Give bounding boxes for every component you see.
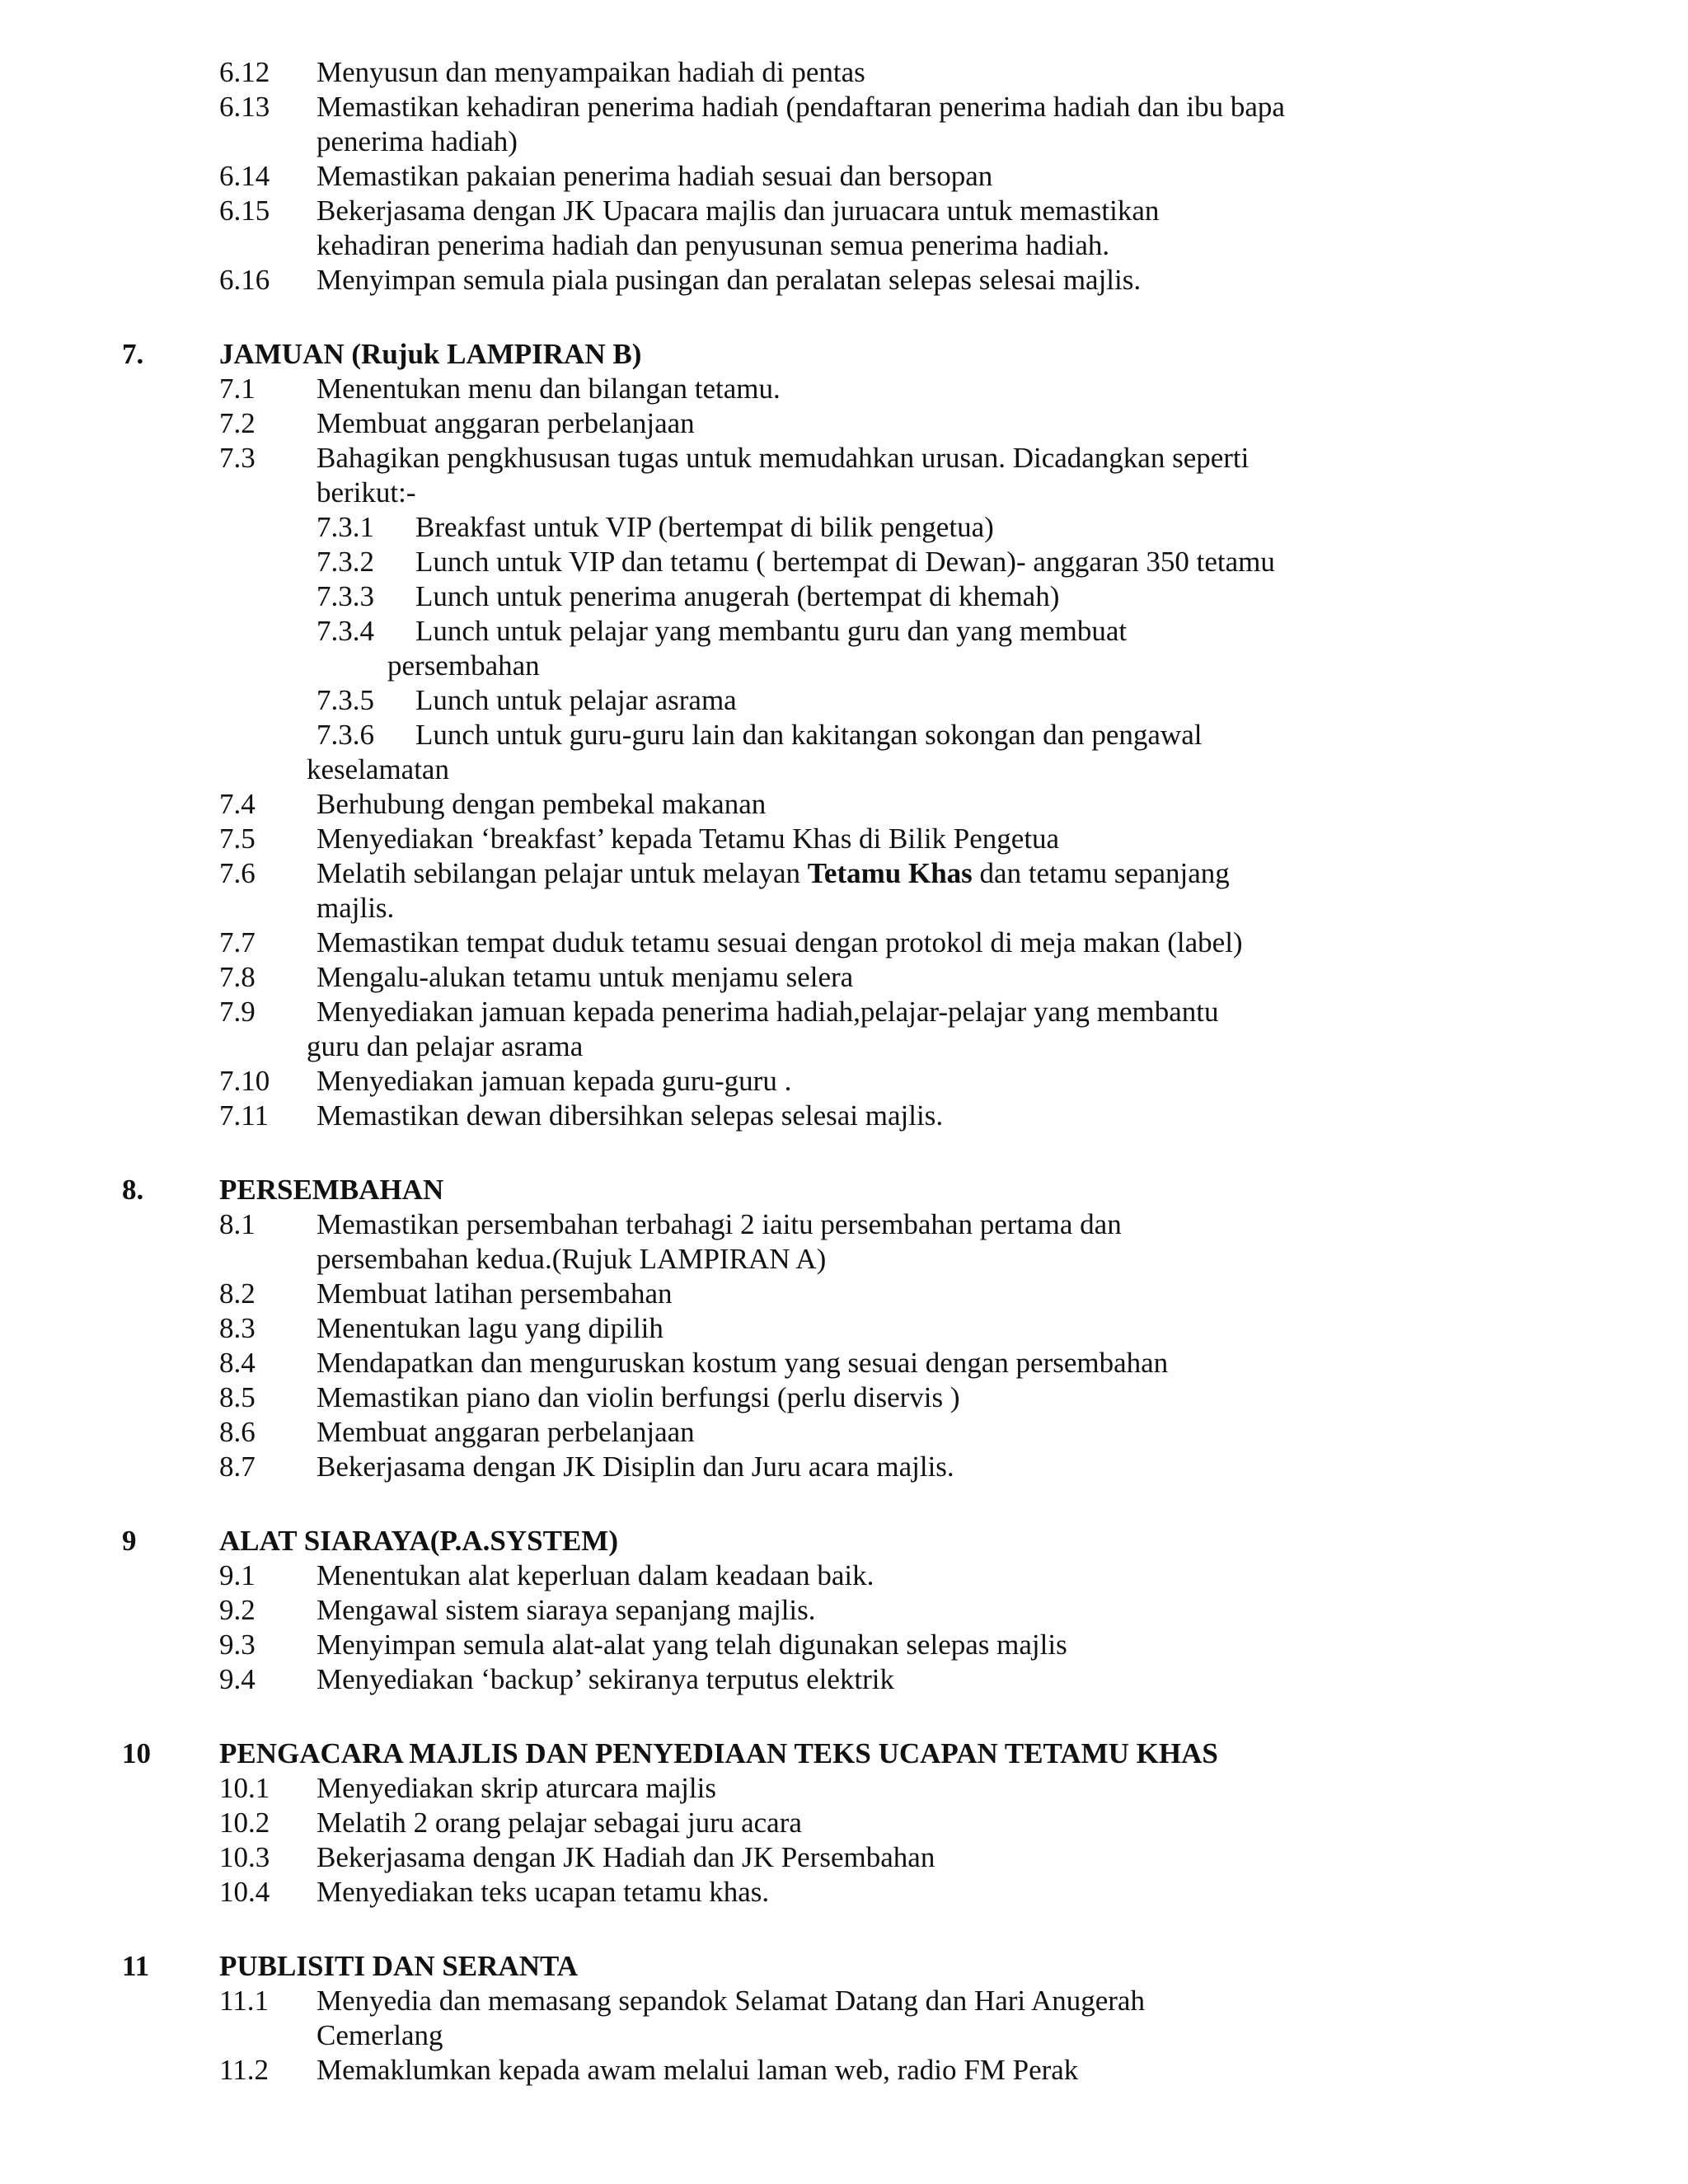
item-number: 6.15 [219,194,270,227]
item-number: 7.11 [219,1099,269,1132]
item-text-part: Berhubung dengan pembekal makanan [316,788,767,820]
item-number: 7.4 [219,788,256,820]
item-number: 7.9 [219,996,256,1028]
item-number: 9.1 [219,1559,256,1591]
item-text-part: Memastikan kehadiran penerima hadiah (pendaftaran penerima hadiah dan ibu bapa [316,91,1285,123]
item-number: 9.3 [219,1629,256,1661]
item-text [316,1277,673,1311]
item-text [316,1415,695,1450]
item-text [307,752,449,787]
item-number: 9.4 [219,1663,256,1695]
item-text-part: Menyediakan teks ucapan tetamu khas. [316,1876,770,1908]
item-text [316,1099,943,1133]
item-text [316,476,416,510]
item-text [316,406,695,441]
item-text [316,1064,791,1099]
item-text [316,441,1249,476]
item-text [387,649,540,683]
item-text [316,1875,769,1910]
item-number: 8.3 [219,1312,256,1344]
item-text-part: Menyediakan skrip aturcara majlis [316,1772,716,1804]
item-text [316,55,865,90]
item-number: 8.6 [219,1416,256,1448]
item-text-part: JAMUAN (Rujuk LAMPIRAN B) [219,338,642,370]
item-text [316,1806,802,1840]
item-text [316,263,1141,298]
item-number: 10.1 [219,1772,270,1804]
item-text-part: Membuat latihan persembahan [316,1277,673,1310]
item-text-part: ALAT SIARAYA(P.A.SYSTEM) [219,1525,618,1557]
item-text [316,822,1059,856]
item-number: 8.1 [219,1208,256,1240]
item-text-part: PENGACARA MAJLIS DAN PENYEDIAAN TEKS UCAPAN TETAMU KHAS [219,1737,1218,1769]
item-text-part: Memastikan dewan dibersihkan selepas selesai majlis. [316,1099,944,1132]
item-number: 7.3.6 [316,719,374,751]
item-text [316,856,1230,891]
item-text [316,1311,663,1346]
item-text-part: penerima hadiah) [316,125,518,157]
item-number: 7.3.2 [316,546,374,578]
section-number: 7. [122,338,144,370]
item-text-part: Bekerjasama dengan JK Disiplin dan Juru acara majlis. [316,1451,954,1483]
item-text [316,2018,443,2053]
item-text-emphasis: Tetamu Khas [807,857,973,889]
section-number: 10 [122,1737,151,1769]
item-number: 6.12 [219,56,270,88]
item-number: 9.2 [219,1594,256,1626]
item-text-part: persembahan [387,649,540,682]
section-number: 11 [122,1950,150,1982]
item-text [316,1593,816,1628]
item-text [415,614,1127,649]
item-text-part: Menyimpan semula piala pusingan dan peralatan selepas selesai majlis. [316,264,1142,296]
item-text-part: Menentukan alat keperluan dalam keadaan baik. [316,1559,874,1591]
item-number: 7.1 [219,373,256,405]
item-text-part: dan tetamu sepanjang [972,857,1230,889]
item-text-part: Membuat anggaran perbelanjaan [316,407,695,439]
item-number: 7.3.3 [316,580,374,612]
item-text [316,228,1109,263]
item-number: 11.1 [219,1985,269,2017]
item-number: 6.13 [219,91,270,123]
item-text-part: PERSEMBAHAN [219,1174,444,1206]
item-text [316,2053,1078,2088]
item-text [415,579,1059,614]
item-text-part: Memastikan pakaian penerima hadiah sesuai dan bersopan [316,160,993,192]
item-text [415,545,1275,579]
item-text-part: Cemerlang [316,2019,443,2051]
item-number: 7.6 [219,857,256,889]
item-text [415,718,1202,752]
item-text-part: Melatih 2 orang pelajar sebagai juru acara [316,1807,802,1839]
item-text-part: Menyediakan ‘backup’ sekiranya terputus elektrik [316,1663,895,1695]
item-text [316,194,1159,228]
item-text-part: Memastikan tempat duduk tetamu sesuai dengan protokol di meja makan (label) [316,926,1243,958]
item-text-part: Lunch untuk VIP dan tetamu ( bertempat di Dewan)- anggaran 350 tetamu [415,546,1275,578]
item-text-part: Lunch untuk pelajar asrama [415,684,737,716]
item-text-part: Lunch untuk penerima anugerah (bertempat di khemah) [415,580,1060,612]
item-text [316,1984,1145,2018]
section-number: 8. [122,1174,144,1206]
item-text [316,90,1285,124]
item-text-part: Breakfast untuk VIP (bertempat di bilik pengetua) [415,511,994,543]
item-number: 10.4 [219,1876,270,1908]
item-text [316,891,394,926]
item-text [316,1840,935,1875]
item-text-part: Bekerjasama dengan JK Upacara majlis dan juruacara untuk memastikan [316,194,1160,227]
item-text [316,1771,716,1806]
item-text-part: guru dan pelajar asrama [307,1030,584,1062]
item-number: 7.10 [219,1065,270,1097]
section-heading [219,1736,1218,1771]
item-number: 10.2 [219,1807,270,1839]
item-text [415,510,994,545]
item-text-part: Mendapatkan dan menguruskan kostum yang sesuai dengan persembahan [316,1347,1169,1379]
item-text-part: majlis. [316,892,395,924]
item-text-part: kehadiran penerima hadiah dan penyusunan semua penerima hadiah. [316,229,1110,261]
item-text-part: Mengawal sistem siaraya sepanjang majlis. [316,1594,816,1626]
item-text-part: Membuat anggaran perbelanjaan [316,1416,695,1448]
item-text [316,1662,894,1697]
section-heading [219,1524,618,1558]
item-text-part: PUBLISITI DAN SERANTA [219,1950,579,1982]
item-text-part: Menentukan lagu yang dipilih [316,1312,663,1344]
item-text [316,960,853,995]
item-text-part: Lunch untuk pelajar yang membantu guru dan yang membuat [415,615,1128,647]
item-number: 8.7 [219,1451,256,1483]
item-text-part: berikut:- [316,476,416,509]
item-text [316,787,766,822]
section-heading [219,1949,578,1984]
item-text-part: Menyediakan jamuan kepada penerima hadiah,pelajar-pelajar yang membantu [316,996,1219,1028]
item-text-part: Menyediakan ‘breakfast’ kepada Tetamu Khas di Bilik Pengetua [316,823,1060,855]
item-text [316,1380,960,1415]
section-heading [219,1173,443,1207]
item-number: 8.2 [219,1277,256,1310]
item-number: 11.2 [219,2054,269,2086]
item-text [316,926,1243,960]
item-number: 6.16 [219,264,270,296]
item-text-part: Memastikan persembahan terbahagi 2 iaitu persembahan pertama dan [316,1208,1122,1240]
item-text [316,159,992,194]
item-text-part: Menentukan menu dan bilangan tetamu. [316,373,781,405]
item-number: 10.3 [219,1841,270,1873]
section-heading [219,337,641,372]
item-number: 7.2 [219,407,256,439]
section-number: 9 [122,1525,137,1557]
item-number: 7.5 [219,823,256,855]
item-number: 7.3.5 [316,684,374,716]
item-text-part: keselamatan [307,753,449,785]
item-text [415,683,737,718]
item-text-part: Menyusun dan menyampaikan hadiah di pentas [316,56,865,88]
item-number: 7.3.1 [316,511,374,543]
item-text [316,995,1219,1029]
item-text-part: Melatih sebilangan pelajar untuk melayan [316,857,808,889]
item-text [316,372,781,406]
item-text-part: Lunch untuk guru-guru lain dan kakitangan sokongan dan pengawal [415,719,1203,751]
item-text [316,1346,1168,1380]
item-text-part: Memastikan piano dan violin berfungsi (perlu diservis ) [316,1381,960,1413]
item-number: 6.14 [219,160,270,192]
item-text-part: persembahan kedua.(Rujuk LAMPIRAN A) [316,1243,827,1275]
item-number: 8.5 [219,1381,256,1413]
item-text [316,124,518,159]
item-text [316,1450,954,1484]
item-number: 7.8 [219,961,256,993]
item-number: 7.7 [219,926,256,958]
item-text-part: Menyediakan jamuan kepada guru-guru . [316,1065,792,1097]
item-text-part: Menyimpan semula alat-alat yang telah digunakan selepas majlis [316,1629,1067,1661]
item-text [316,1558,874,1593]
item-text [307,1029,583,1064]
item-number: 8.4 [219,1347,256,1379]
item-number: 7.3.4 [316,615,374,647]
item-text-part: Memaklumkan kepada awam melalui laman web, radio FM Perak [316,2054,1079,2086]
item-text [316,1207,1122,1242]
item-text-part: Bekerjasama dengan JK Hadiah dan JK Persembahan [316,1841,935,1873]
item-text-part: Mengalu-alukan tetamu untuk menjamu selera [316,961,854,993]
item-text [316,1242,826,1277]
item-text [316,1628,1067,1662]
item-text-part: Bahagikan pengkhususan tugas untuk memudahkan urusan. Dicadangkan seperti [316,442,1250,474]
item-text-part: Menyedia dan memasang sepandok Selamat Datang dan Hari Anugerah [316,1985,1145,2017]
item-number: 7.3 [219,442,256,474]
